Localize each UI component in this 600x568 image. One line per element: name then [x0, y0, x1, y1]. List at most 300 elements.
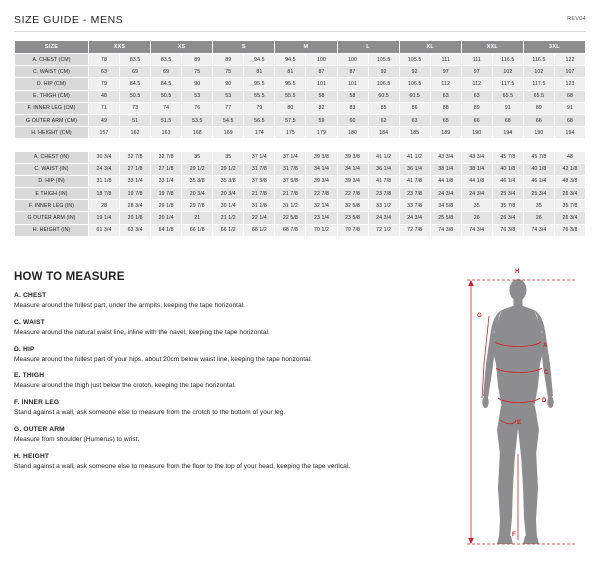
table-cell: 20 3/4 [213, 188, 244, 200]
table-cell: 88 [430, 102, 461, 114]
table-cell: 162 [120, 127, 151, 139]
measure-item-text: Stand against a wall, ask someone else to measure from the floor to the top of your head, keeping the tape vertical. [14, 462, 351, 470]
table-row [15, 224, 586, 236]
table-cell: 25 3/4 [492, 188, 523, 200]
table-cell: 101 [337, 78, 368, 90]
table-cell: 59 [306, 114, 337, 126]
table-cell: 22 1/4 [244, 212, 275, 224]
table-cell: 68 [554, 90, 585, 102]
table-cell: 25 5/8 [430, 212, 461, 224]
measure-item [14, 372, 454, 390]
table-cell: 41 1/2 [399, 151, 430, 163]
table-cell: 30 3/4 [89, 151, 120, 163]
table-cell: 51 [120, 114, 151, 126]
table-cell: 65.5 [492, 90, 523, 102]
table-cell: 31 7/8 [275, 163, 306, 175]
how-to-measure-heading: HOW TO MEASURE [14, 271, 125, 283]
table-cell: 43 3/4 [430, 151, 461, 163]
table-cell: 71 [89, 102, 120, 114]
table-cell: 29 7/8 [182, 200, 213, 212]
table-cell: 58 [337, 90, 368, 102]
table-cell: 27 1/8 [151, 163, 182, 175]
table-cell: 24 3/4 [399, 212, 430, 224]
table-cell: 65 [430, 114, 461, 126]
table-cell: 37 1/4 [244, 151, 275, 163]
measure-item-label: A. CHEST [14, 292, 47, 299]
table-cell: 89 [461, 102, 492, 114]
table-cell: 23 7/8 [368, 188, 399, 200]
measure-item [14, 399, 454, 417]
table-cell: 163 [151, 127, 182, 139]
table-cell: 38 1/4 [461, 163, 492, 175]
table-cell: 35 [213, 151, 244, 163]
table-cell: 70 7/8 [337, 224, 368, 236]
table-cell: 60.5 [368, 90, 399, 102]
revision-label: REV04 [567, 16, 586, 22]
table-cell: 19 7/8 [151, 188, 182, 200]
table-cell: 89 [182, 54, 213, 66]
table-cell: 75 [213, 66, 244, 78]
table-cell: 90 [213, 78, 244, 90]
table-cell: 53 [213, 90, 244, 102]
table-cell: 39 3/8 [337, 151, 368, 163]
table-cell: 194 [554, 127, 585, 139]
table-cell: 194 [492, 127, 523, 139]
in-row-label: G OUTER ARM (IN) [15, 212, 89, 224]
table-cell: 57.5 [275, 114, 306, 126]
table-cell: 76 [182, 102, 213, 114]
table-cell: 190 [523, 127, 554, 139]
size-table-col-xs: XS [151, 41, 213, 54]
table-cell: 61 3/4 [89, 224, 120, 236]
table-cell: 26 3/4 [492, 212, 523, 224]
table-cell: 55.5 [275, 90, 306, 102]
table-cell: 45 7/8 [523, 151, 554, 163]
size-table-col-m: M [275, 41, 337, 54]
table-cell: 76 3/8 [492, 224, 523, 236]
table-cell: 23 5/8 [337, 212, 368, 224]
table-cell: 28 [89, 200, 120, 212]
table-cell: 111 [430, 54, 461, 66]
table-cell: 79 [244, 102, 275, 114]
table-cell: 26 3/4 [554, 212, 585, 224]
table-cell: 53 [182, 90, 213, 102]
table-cell: 21 7/8 [244, 188, 275, 200]
cm-row-label: A. CHEST (CM) [15, 54, 89, 66]
size-table-body-cm [15, 54, 586, 139]
table-cell: 80 [275, 102, 306, 114]
cm-row-label: D. HIP (CM) [15, 78, 89, 90]
table-cell: 22 7/8 [306, 188, 337, 200]
measure-item-label: C. WAIST [14, 318, 45, 326]
table-row [15, 175, 586, 187]
table-cell: 63 [89, 66, 120, 78]
table-cell: 185 [399, 127, 430, 139]
header-divider [14, 31, 586, 32]
table-cell: 24 3/4 [89, 163, 120, 175]
table-cell: 23 1/4 [306, 212, 337, 224]
table-cell: 95.5 [275, 78, 306, 90]
table-cell: 50.5 [120, 90, 151, 102]
table-cell: 21 [182, 212, 213, 224]
table-cell: 101 [306, 78, 337, 90]
table-cell: 87 [337, 66, 368, 78]
table-cell: 21 1/2 [213, 212, 244, 224]
table-cell: 107 [554, 66, 585, 78]
table-cell: 66 1/2 [213, 224, 244, 236]
table-cell: 46 1/4 [492, 175, 523, 187]
table-cell: 35 7/8 [554, 200, 585, 212]
table-cell: 26 3/4 [554, 188, 585, 200]
table-cell: 79 [89, 78, 120, 90]
measure-item [14, 346, 454, 364]
table-cell: 83 [337, 102, 368, 114]
mannequin-diagram [455, 268, 586, 558]
table-cell: 34 5/8 [430, 200, 461, 212]
table-cell: 66 [523, 114, 554, 126]
table-cell: 74 [151, 102, 182, 114]
table-cell: 92 [368, 66, 399, 78]
figure-letter-f: F [512, 531, 516, 538]
table-cell: 89 [213, 54, 244, 66]
figure-letter-g: G [477, 312, 482, 319]
measure-item-label: D. HIP [14, 345, 35, 353]
table-cell: 39 3/4 [337, 175, 368, 187]
table-cell: 65.5 [523, 90, 554, 102]
table-row [15, 151, 586, 163]
table-cell: 111 [461, 54, 492, 66]
size-table-col-xxs: XXS [89, 41, 151, 54]
table-cell: 34 1/4 [337, 163, 368, 175]
table-cell: 35 7/8 [492, 200, 523, 212]
table-cell: 105.5 [368, 54, 399, 66]
table-cell: 31 1/8 [244, 200, 275, 212]
table-cell: 33 1/4 [120, 175, 151, 187]
table-cell: 60 [337, 114, 368, 126]
table-cell: 73 [120, 102, 151, 114]
table-cell: 91 [492, 102, 523, 114]
size-table-head [15, 41, 586, 54]
cm-row-label: C. WAIST (CM) [15, 66, 89, 78]
table-cell: 48 [554, 151, 585, 163]
table-cell: 46 1/4 [523, 175, 554, 187]
table-cell: 63 [399, 114, 430, 126]
table-cell: 48 [89, 90, 120, 102]
table-cell: 157 [89, 127, 120, 139]
size-table-body-in [15, 151, 586, 236]
measure-item-text: Measure from shoulder (Humerus) to wrist. [14, 436, 140, 444]
table-cell: 64 1/8 [151, 224, 182, 236]
measure-item [14, 453, 454, 471]
table-cell: 37 5/8 [275, 175, 306, 187]
table-cell: 44 1/8 [461, 175, 492, 187]
measurement-figure [455, 268, 586, 558]
table-cell: 116.5 [492, 54, 523, 66]
table-cell: 68 [554, 114, 585, 126]
table-row [15, 200, 586, 212]
measure-item-label: F. INNER LEG [14, 399, 60, 407]
table-spacer-row [15, 139, 586, 151]
table-cell: 37 5/8 [244, 175, 275, 187]
size-table-col-xl: XL [399, 41, 461, 54]
figure-letter-d: D [542, 397, 547, 404]
table-cell: 78 [89, 54, 120, 66]
table-cell: 22 5/8 [275, 212, 306, 224]
table-cell: 29 1/8 [151, 200, 182, 212]
table-cell: 82 [306, 102, 337, 114]
table-cell: 50.5 [151, 90, 182, 102]
table-cell: 84.5 [151, 78, 182, 90]
table-cell: 41 7/8 [399, 175, 430, 187]
table-row [15, 188, 586, 200]
table-cell: 35 3/8 [213, 175, 244, 187]
table-cell: 30 1/4 [213, 200, 244, 212]
table-cell: 123 [554, 78, 585, 90]
in-row-label: H. HEIGHT (IN) [15, 224, 89, 236]
table-cell: 32 7/8 [120, 151, 151, 163]
table-cell: 69 [120, 66, 151, 78]
measure-item-text: Measure around the natural waist line, inline with the navel, keeping the tape horizontal. [14, 328, 270, 336]
table-cell: 36 1/4 [399, 163, 430, 175]
table-cell: 24 3/4 [461, 188, 492, 200]
table-cell: 112 [430, 78, 461, 90]
measure-item-text: Measure around the fullest part, under the armpits, keeping the tape horizontal. [14, 302, 245, 309]
table-cell: 63 [461, 90, 492, 102]
table-cell: 179 [306, 127, 337, 139]
table-cell: 95.5 [244, 78, 275, 90]
table-header-row [15, 41, 586, 54]
table-cell: 168 [182, 127, 213, 139]
size-table-col-xxl: XXL [461, 41, 523, 54]
table-cell: 20 1/8 [120, 212, 151, 224]
table-cell: 81 [244, 66, 275, 78]
table-cell: 44 1/8 [430, 175, 461, 187]
table-cell: 100 [306, 54, 337, 66]
table-cell: 85 [368, 102, 399, 114]
table-cell: 26 [523, 212, 554, 224]
table-cell: 20 1/4 [151, 212, 182, 224]
table-cell: 18 7/8 [89, 188, 120, 200]
size-table-col-l: L [337, 41, 399, 54]
table-cell: 31 7/8 [244, 163, 275, 175]
table-cell: 76 3/8 [554, 224, 585, 236]
measure-item [14, 426, 454, 444]
table-cell: 72 1/2 [368, 224, 399, 236]
measure-item-label: H. HEIGHT [14, 452, 50, 460]
table-cell: 87 [306, 66, 337, 78]
table-cell: 86 [399, 102, 430, 114]
table-cell: 83.5 [120, 54, 151, 66]
measure-item-text: Stand against a wall, ask someone else to measure from the crotch to the bottom of your leg. [14, 409, 286, 417]
table-cell: 89 [523, 102, 554, 114]
table-cell: 105.5 [399, 54, 430, 66]
cm-row-label: E. THIGH (CM) [15, 90, 89, 102]
measure-item-label: G. OUTER ARM [14, 426, 65, 434]
table-row [15, 54, 586, 66]
table-cell: 97 [430, 66, 461, 78]
table-cell: 21 7/8 [275, 188, 306, 200]
table-row [15, 102, 586, 114]
table-cell: 32 1/4 [306, 200, 337, 212]
in-row-label: D. HIP (IN) [15, 175, 89, 187]
table-cell: 122 [554, 54, 585, 66]
table-cell: 33 7/8 [399, 200, 430, 212]
in-row-label: E THIGH (IN) [15, 188, 89, 200]
how-to-measure-list [14, 292, 454, 480]
table-row [15, 212, 586, 224]
table-cell: 90 [182, 78, 213, 90]
table-cell: 169 [213, 127, 244, 139]
table-cell: 33 1/4 [151, 175, 182, 187]
table-cell: 112 [461, 78, 492, 90]
table-cell: 19 7/8 [120, 188, 151, 200]
table-cell: 49 [89, 114, 120, 126]
size-table-wrap [14, 40, 586, 237]
cm-row-label: F. INNER LEG (CM) [15, 102, 89, 114]
table-cell: 189 [430, 127, 461, 139]
table-cell: 23 7/8 [399, 188, 430, 200]
table-cell: 45 7/8 [492, 151, 523, 163]
page-title: SIZE GUIDE - MENS [14, 14, 124, 26]
table-cell: 35 [182, 151, 213, 163]
table-cell: 29 1/2 [213, 163, 244, 175]
table-cell: 34 1/4 [306, 163, 337, 175]
table-cell: 175 [275, 127, 306, 139]
size-table-spacer [15, 139, 586, 151]
table-cell: 102 [523, 66, 554, 78]
figure-letter-h: H [515, 268, 520, 275]
table-cell: 32 7/8 [151, 151, 182, 163]
figure-letter-e: E [517, 419, 522, 426]
table-cell: 33 1/2 [368, 200, 399, 212]
table-cell: 31 1/8 [89, 175, 120, 187]
table-cell: 53.5 [182, 114, 213, 126]
table-cell: 20 3/4 [182, 188, 213, 200]
measure-item-label: E. THIGH [14, 372, 45, 380]
table-cell: 25 3/4 [523, 188, 554, 200]
table-cell: 63 [430, 90, 461, 102]
table-cell: 190 [461, 127, 492, 139]
table-cell: 63 3/4 [120, 224, 151, 236]
table-cell: 66 1/8 [182, 224, 213, 236]
table-cell: 38 1/4 [430, 163, 461, 175]
table-cell: 117.5 [492, 78, 523, 90]
table-cell: 92 [399, 66, 430, 78]
table-cell: 41 1/2 [368, 151, 399, 163]
table-cell: 39 3/8 [306, 151, 337, 163]
table-cell: 48 3/8 [554, 175, 585, 187]
table-cell: 100 [337, 54, 368, 66]
table-cell: 28 3/4 [120, 200, 151, 212]
table-row [15, 163, 586, 175]
table-cell: 77 [213, 102, 244, 114]
in-row-label: A. CHEST (IN) [15, 151, 89, 163]
table-cell: 29 1/2 [182, 163, 213, 175]
table-cell: 42 1/8 [554, 163, 585, 175]
table-cell: 35 3/8 [182, 175, 213, 187]
table-cell: 174 [244, 127, 275, 139]
table-cell: 68 [492, 114, 523, 126]
table-cell: 40 1/8 [492, 163, 523, 175]
figure-letter-a: A [543, 342, 548, 349]
measure-item-text: Measure around the thigh just below the crotch, keeping the tape horizontal. [14, 382, 236, 390]
spacer-cell [15, 139, 586, 151]
table-cell: 117.5 [523, 78, 554, 90]
table-cell: 19 1/4 [89, 212, 120, 224]
table-cell: 116.5 [523, 54, 554, 66]
table-cell: 106.5 [368, 78, 399, 90]
table-cell: 97 [461, 66, 492, 78]
size-table [14, 40, 586, 237]
in-row-label: F. INNER LEG (IN) [15, 200, 89, 212]
table-row [15, 78, 586, 90]
table-cell: 24 3/4 [430, 188, 461, 200]
measure-item [14, 319, 454, 337]
table-cell: 22 7/8 [337, 188, 368, 200]
table-cell: 106.5 [399, 78, 430, 90]
cm-row-label: G OUTER ARM (CM) [15, 114, 89, 126]
table-cell: 66 [461, 114, 492, 126]
table-cell: 56.5 [244, 114, 275, 126]
table-row [15, 66, 586, 78]
table-cell: 40 1/8 [523, 163, 554, 175]
table-cell: 41 7/8 [368, 175, 399, 187]
table-cell: 180 [337, 127, 368, 139]
size-table-col-s: S [213, 41, 275, 54]
table-row [15, 114, 586, 126]
table-cell: 68 1/2 [244, 224, 275, 236]
measure-item [14, 292, 454, 310]
table-cell: 35 [461, 200, 492, 212]
table-cell: 27 1/8 [120, 163, 151, 175]
table-cell: 74 3/4 [461, 224, 492, 236]
table-cell: 94.5 [244, 54, 275, 66]
table-cell: 70 1/2 [306, 224, 337, 236]
table-cell: 68 7/8 [275, 224, 306, 236]
table-cell: 60.5 [399, 90, 430, 102]
table-cell: 35 [523, 200, 554, 212]
cm-row-label: H. HEIGHT (CM) [15, 127, 89, 139]
table-cell: 102 [492, 66, 523, 78]
in-row-label: C. WAIST (IN) [15, 163, 89, 175]
table-cell: 74 3/4 [523, 224, 554, 236]
size-table-col-3xl: 3XL [523, 41, 585, 54]
table-cell: 94.5 [275, 54, 306, 66]
table-cell: 91 [554, 102, 585, 114]
table-cell: 184 [368, 127, 399, 139]
table-cell: 74 3/8 [430, 224, 461, 236]
table-cell: 39 3/4 [306, 175, 337, 187]
table-cell: 37 1/4 [275, 151, 306, 163]
table-cell: 43 3/4 [461, 151, 492, 163]
table-cell: 58 [306, 90, 337, 102]
table-cell: 75 [182, 66, 213, 78]
table-cell: 69 [151, 66, 182, 78]
table-cell: 26 [461, 212, 492, 224]
table-cell: 51.5 [151, 114, 182, 126]
table-row [15, 90, 586, 102]
table-cell: 54.5 [213, 114, 244, 126]
page-header [14, 14, 586, 30]
table-cell: 62 [368, 114, 399, 126]
table-cell: 81 [275, 66, 306, 78]
table-cell: 84.5 [120, 78, 151, 90]
table-row [15, 127, 586, 139]
table-cell: 24 3/4 [368, 212, 399, 224]
table-cell: 72 7/8 [399, 224, 430, 236]
figure-letter-c: C [544, 369, 549, 376]
table-cell: 55.5 [244, 90, 275, 102]
